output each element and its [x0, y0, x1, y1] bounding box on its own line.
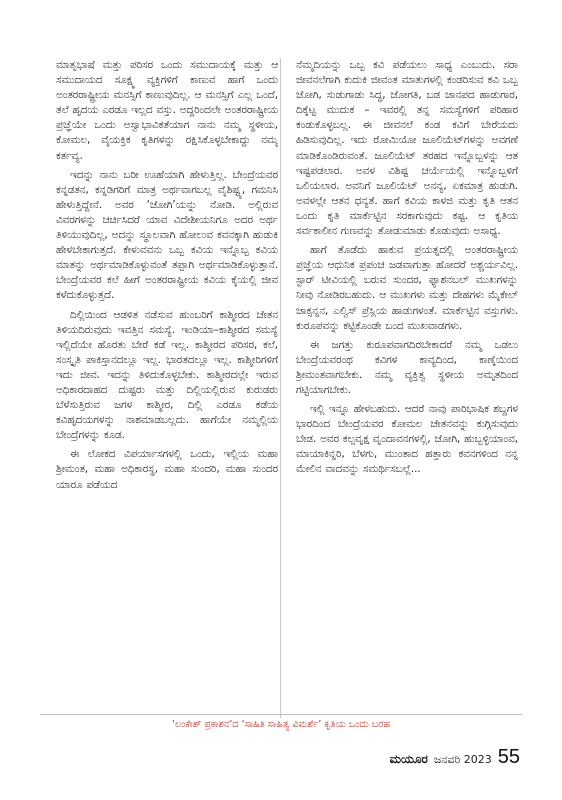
magazine-logo: ಮಯೂರ	[389, 752, 428, 766]
issue-date: ಜನವರಿ 2023	[433, 753, 492, 766]
paragraph: ಇಲ್ಲಿ ಇನ್ನೂ ಹೇಳಬಹುದು. ಆದರೆ ನಾವು ಪಾರಿಭಾಷಿಕ ಶಬ್ದಗಳ ಭಾರದಿಂದ ಬೇಂದ್ರೆಯವರ ಕೋಮಲ ಚೇತನವನ್ನು ಕುಗ್ಗಿಸುವುದು ಬೇಡ. ಅವರ ಕಲ್ಪವೃಕ್ಷ ವೃಂದಾವನಗಳಲ್ಲಿ, ಜೋಗಿ, ಹುಬ್ಬಳ್ಳಿಯಾಂವ, ಮಾಯಾಕಿನ್ನರಿ, ಬೆಳಗು, ಮುಂತಾದ ಹತ್ತಾರು ಕವನಗಳಿಂದ ನನ್ನ ಮೇಲಿನ ವಾದವನ್ನು ಸಮರ್ಥಿಸಬಲ್ಲೆ...	[296, 403, 518, 476]
paragraph: ಈ ಲೋಕದ ವಿಪರ್ಯಾಸಗಳಲ್ಲಿ ಒಂದು, ಇಲ್ಲಿಯ ಮಹಾ ಶ್ರೀಮಂತ, ಮಹಾ ಅಧಿಕಾರಸ್ಥ, ಮಹಾ ಸುಂದರಿ, ಮಹಾ ಸುಂದರ ಯಾರೂ ಪಡೆಯದ	[56, 448, 278, 491]
source-caption: ‘ಲಂಕೇಶ್ ಪ್ರಕಾಶನ’ದ ‘ಸಾಹಿತಿ ಸಾಹಿತ್ಯ ವಿಮರ್ಶೆ’ ಕೃತಿಯ ಒಂದು ಬರಹ	[171, 719, 391, 730]
paragraph: ಹಾಗೆ ತೊಡೆದು ಹಾಕುವ ಪ್ರಯತ್ನದಲ್ಲಿ ಅಂತರರಾಷ್ಟ್ರೀಯ ಪ್ರಜ್ಞೆಯ ಆಧುನಿಕ ಪ್ರಪಂಚ ಜಡವಾಗುತ್ತಾ ಹೋದರೆ ಅಶ್ಚರ್ಯವಿಲ್ಲ. ಸ್ಟಾರ್ ಟೀವಿಯಲ್ಲಿ ಬರುವ ಸುಂದರ, ಫ್ಯಾಶನಬಲ್ ಮುಖಗಳನ್ನು ನೀವು ನೋಡಿರಬಹುದು. ಆ ಮುಖಗಳು ಮತ್ತು ದೇಹಗಳು ಮೈಕೇಲ್ ಜಾಕ್ಸನ್ನನ, ಎಲ್ವಿಸ್ ಪ್ರೆಸ್ಲಿಯ ಹಾಡುಗಳಂತೆ. ಮಾರ್ಕೆಟ್ಟಿನ ವಸ್ತುಗಳು. ಕುರೂಪವನ್ನು ಕಟ್ಟಿಕೊಂಡೇ ಬಂದ ಮುಖವಾಡಗಳು.	[296, 244, 518, 332]
article-body	[56, 58, 518, 720]
caption-divider	[40, 714, 522, 715]
column-divider	[280, 58, 281, 718]
paragraph: ಈ ಜಗತ್ತು ಕುರೂಪವಾಗದಿರಬೇಕಾದರೆ ನಮ್ಮ ಒಡಲು ಬೇಂದ್ರೆಯವರಂಥ ಕವಿಗಳ ಕಾವ್ಯದಿಂದ, ಕಾಣ್ಕೆಯಿಂದ ಶ್ರೀಮಂತವಾಗಬೇಕು. ನಮ್ಮ ವ್ಯಕ್ತಿತ್ವ ಸ್ಥಳೀಯ ಅಮೃತದಿಂದ ಗಟ್ಟಿಯಾಗಬೇಕು.	[296, 338, 518, 396]
page-footer	[390, 746, 520, 769]
paragraph: ನೆಮ್ಮದಿಯನ್ನು ಒಬ್ಬ ಕವಿ ಪಡೆಯಲು ಸಾಧ್ಯ ಎಂಬುದು. ಸರಾ ಜೀವನಲೆಗಾಗಿ ಕುದುಕಿ ಜೀವಂತ ಮಾತುಗಳಲ್ಲಿ ಕಂಡರಿಸುವ ಕವಿ ಒಬ್ಬ ಜೋಗಿ, ಸುಡುಗಾಡು ಸಿದ್ಧ, ಜೋಗತಿ, ಬಡ ಜಾನಪದ ಹಾಡುಗಾರ, ದಿಕ್ಕೆಟ್ಟ ಮುದುಕ – ಇವರಲ್ಲಿ ತನ್ನ ಸಮಸ್ಯೆಗಳಿಗೆ ಪರಿಹಾರ ಕಂಡುಕೊಳ್ಳಬಲ್ಲ. ಈ ಜೀವನಲೆ ಕಂಡ ಕವಿಗೆ ಬೇರೆಯದು ಹಿಡಿಸುವುದಿಲ್ಲ. ಇದು ರೋಮಿಯೋ ಜೂಲಿಯೆಟ್‌ಗಳನ್ನು ಅವಗಣೆ ಮಾಡಿಕೊಂಡಿರುವಂತೆ. ಜೂಲಿಯೆಟ್ ತರಹದ ಇನ್ನೊಬ್ಬಳನ್ನು ಆತ ಇಷ್ಟಪಡಲಾರ. ಅವಳ ವಿಶಿಷ್ಟ ಚರ್ಯೆಯಲ್ಲಿ ಇನ್ನೊಬ್ಬಳಿಗೆ ಒಲಿಯಲಾರ. ಅವನಿಗೆ ಜೂಲಿಯೆಟ್ ಅನನ್ಯ, ಏಕಮಾತ್ರ ಹುಡುಗಿ. ಅವಳಲ್ಲೇ ಆತನ ಧನ್ಯತೆ. ಹಾಗೆ ಕವಿಯ ಕಾಳಜಿ ಮತ್ತು ಕೃತಿ ಆತನ ಒಂದು ಕೃತಿ ಮಾರ್ಕೆಟ್ಟಿನ ಸರಕಾಗುವುದು ಕಷ್ಟ. ಆ ಕೃತಿಯ ಸರ್ವಕಾಲೀನ ಗುಣವನ್ನು ತೋಡುಮಾಡು ಕೊಡುವುದು ಅಸಾಧ್ಯ.	[296, 59, 518, 238]
paragraph: ಮಾತೃಭಾಷೆ ಮತ್ತು ಪರಿಸರ ಒಂದು ಸಮುದಾಯಕ್ಕೆ ಮತ್ತು ಆ ಸಮುದಾಯದ ಸೂಕ್ಷ್ಮ ವ್ಯಕ್ತಿಗಳಿಗೆ ಕಾಣುವ ಹಾಗೆ ಒಂದು ಅಂತರರಾಷ್ಟ್ರೀಯ ಮನಸ್ಸಿಗೆ ಕಾಣುವುದಿಲ್ಲ. ಆ ಮನಸ್ಸಿಗೆ ಎಲ್ಲ ಒಂದೆ, ತಲೆ ಹೃದಯ ಎರಡೂ ಇಲ್ಲದ ವಸ್ತು. ಅದ್ದರಿಂದಲೇ ಅಂತರರಾಷ್ಟ್ರೀಯ ಪ್ರಜ್ಞೆಯೇ ಒಂದು ಅಸ್ವಾಭಾವಿಕತೆಯಾಗ ನಾನು ನಮ್ಮ ಸ್ಥಳೀಯ, ಕೋಮಲ, ವೈಯಕ್ತಿಕ ಕೃತಿಗಳನ್ನು ರಕ್ಷಿಸಿಕೊಳ್ಳಬೇಕಾದ್ದು ನಮ್ಮ ಕರ್ತವ್ಯ.	[56, 59, 278, 162]
right-column	[296, 58, 518, 720]
paragraph: ದಿಲ್ಲಿಯಿಂದ ಆಡಳಿತ ನಡೆಸುವ ಹುಂಬರಿಗೆ ಕಾಶ್ಮೀರದ ಚೇತನ ತಿಳಿಯದಿರುವುದು ಇವತ್ತಿನ ಸಮಸ್ಯೆ. ಇಂಡಿಯಾ–ಕಾಶ್ಮೀರದ ಸಮಸ್ಯೆ ಇಲ್ಲಿದೆಯೇ ಹೊರತು ಬೇರೆ ಕಡೆ ಇಲ್ಲ. ಕಾಶ್ಮೀರದ ಪರಿಸರ, ಕಲೆ, ಸಂಸ್ಕೃತಿ ಪಾಕಿಸ್ತಾನದಲ್ಲೂ ಇಲ್ಲ. ಭಾರತದಲ್ಲೂ ಇಲ್ಲ. ಕಾಶ್ಮೀರಿಗಳಿಗೆ ಇದು ಜೀವ. ಇದನ್ನು ತಿಳಿದುಕೊಳ್ಳಬೇಕು. ಕಾಶ್ಮೀರದಲ್ಲೇ ಇರುವ ಅಧಿಕಾರದಾಹದ ದುಷ್ಟರು ಮತ್ತು ದಿಲ್ಲಿಯಲ್ಲಿರುವ ಕುರುಡರು ಬೆಳೆಸುತ್ತಿರುವ ಜಗಳ ಕಾಶ್ಮೀರ, ದಿಲ್ಲಿ ಎರಡೂ ಕಡೆಯ ಕವಿಹೃದಯಗಳನ್ನು ನಾಶಮಾಡಬಲ್ಲದು. ಹಾಗೆಯೇ ನಮ್ಮಲ್ಲಿಯ ಬೇಂದ್ರೆಗಳನ್ನು ಕೂಡ.	[56, 308, 278, 442]
page-number: 55	[497, 746, 520, 768]
left-column	[56, 58, 278, 720]
paragraph: ಇದನ್ನು ನಾನು ಬರೀ ಊಹೆಯಾಗಿ ಹೇಳುತ್ತಿಲ್ಲ. ಬೇಂದ್ರೆಯವರ ಕನ್ನಡತನ, ಕನ್ನಡಿಗರಿಗೆ ಮಾತ್ರ ಅರ್ಥವಾಗಬಲ್ಲ ವೈಶಿಷ್ಟ್ಯ, ಗಮನಿಸಿ ಹೇಳುತ್ತಿದ್ದೇನೆ. ಅವರ ‘ಜೋಗಿ’ಯನ್ನು ನೋಡಿ. ಅಲ್ಲಿರುವ ವಿವರಗಳನ್ನು ಚರ್ಚಿಸಿದರೆ ಯಾವ ವಿದೇಶೀಯನಿಗೂ ಅದರ ಅರ್ಥ ತಿಳಿಯುವುದಿಲ್ಲ, ಅದನ್ನು ಸ್ಥೂಲವಾಗಿ ಹೋಲುವ ಕವನಕ್ಕಾಗಿ ಹುಡುಕಿ ಹೇಳಬೇಕಾಗುತ್ತದೆ. ಕೇಳುವವನು ಒಬ್ಬ ಕವಿಯ ಇನ್ನೊಬ್ಬ ಕವಿಯ ಮಾತನ್ನು ಅರ್ಥಮಾಡಿಕೊಳ್ಳುವಂತೆ ತಪ್ಪಾಗಿ ಅರ್ಥಮಾಡಿಕೊಳ್ಳುತ್ತಾನೆ. ಬೇಂದ್ರೆಯವರ ಕಲೆ ಹೀಗೆ ಅಂತರರಾಷ್ಟ್ರೀಯ ಕವಿಯ ಕೈಯಲ್ಲಿ ಜೀವ ಕಳೆದುಕೊಳ್ಳುತ್ತದೆ.	[56, 168, 278, 302]
